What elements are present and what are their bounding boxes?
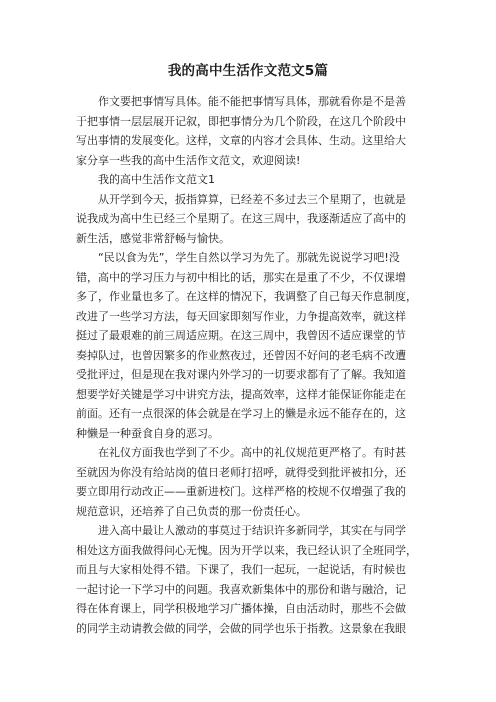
body-line: 说我成为高中生已经三个星期了。在这三周中，我逐渐适应了高中的 <box>76 212 406 225</box>
body-line: 新生活，感觉非常舒畅与愉快。 <box>76 231 230 245</box>
document-body <box>76 92 424 638</box>
body-line: 规范意识，还培养了自己负责的那一份责任心。 <box>76 504 307 518</box>
body-line: 相处这方面我做得问心无愧。因为开学以来，我已经认识了全班同学， <box>76 543 417 557</box>
body-line: 而且与大家相处得不错。下课了，我们一起玩，一起说话，有时候也 <box>76 563 406 576</box>
body-line: 改进了一些学习方法，每天回家即刻写作业，力争提高效率，就这样 <box>76 309 406 323</box>
body-line: 一起讨论一下学习中的问题。我喜欢新集体中的那份和谐与融洽，记 <box>76 582 406 596</box>
body-line: 至就因为你没有给站岗的值日老师打招呼，就得受到批评被扣分，还 <box>76 465 406 479</box>
body-line: 要立即用行动改正——重新进校门。这样严格的校规不仅增强了我的 <box>76 485 406 498</box>
section-heading: 我的高中生活作文范文1 <box>76 173 215 186</box>
body-line: 于把事情一层层展开记叙，即把事情分为几个阶段，在这几个阶段中 <box>76 114 406 128</box>
body-line: 的同学主动请教会做的同学，会做的同学也乐于指教。这景象在我眼 <box>76 621 406 635</box>
body-line: 作文要把事情写具体。能不能把事情写具体，那就看你是不是善 <box>76 95 406 108</box>
body-line: 奏掉队过，也曾因繁多的作业熬夜过，还曾因不好问的老毛病不改遭 <box>76 348 406 362</box>
body-line: 多了，作业量也多了。在这样的情况下，我调整了自己每天作息制度， <box>76 290 417 303</box>
body-line: 想要学好关键是学习中讲究方法，提高效率，这样才能保证你能走在 <box>76 387 406 401</box>
document-title: 我的高中生活作文范文5篇 <box>167 63 329 79</box>
body-line: 家分享一些我的高中生活作文范文，欢迎阅读! <box>76 153 301 167</box>
body-line: 受批评过，但是现在我对课内外学习的一切要求都有了了解。我知道 <box>76 368 406 381</box>
body-line: 得在体育课上，同学积极地学习广播体操，自由活动时，那些不会做 <box>76 602 406 615</box>
body-line: 挺过了最艰难的前三周适应期。在这三周中，我曾因不适应课堂的节 <box>76 329 406 342</box>
body-line: 前面。还有一点很深的体会就是在学习上的懒是永远不能存在的，这 <box>76 407 406 420</box>
body-line: 错，高中的学习压力与初中相比的话，那实在是重了不少，不仅课增 <box>76 270 406 284</box>
body-line: 写出事情的发展变化。这样，文章的内容才会具体、生动。这里给大 <box>76 134 406 147</box>
body-line: 在礼仪方面我也学到了不少。高中的礼仪规范更严格了。有时甚 <box>76 446 406 459</box>
body-line: 从开学到今天，扳指算算，已经差不多过去三个星期了，也就是 <box>76 192 406 206</box>
body-line: 种懒是一种蚕食自身的恶习。 <box>76 426 219 440</box>
body-line: 进入高中最让人激动的事莫过于结识许多新同学，其实在与同学 <box>76 524 406 537</box>
body-line: “民以食为先”，学生自然以学习为先了。那就先说说学习吧!没 <box>76 251 400 264</box>
